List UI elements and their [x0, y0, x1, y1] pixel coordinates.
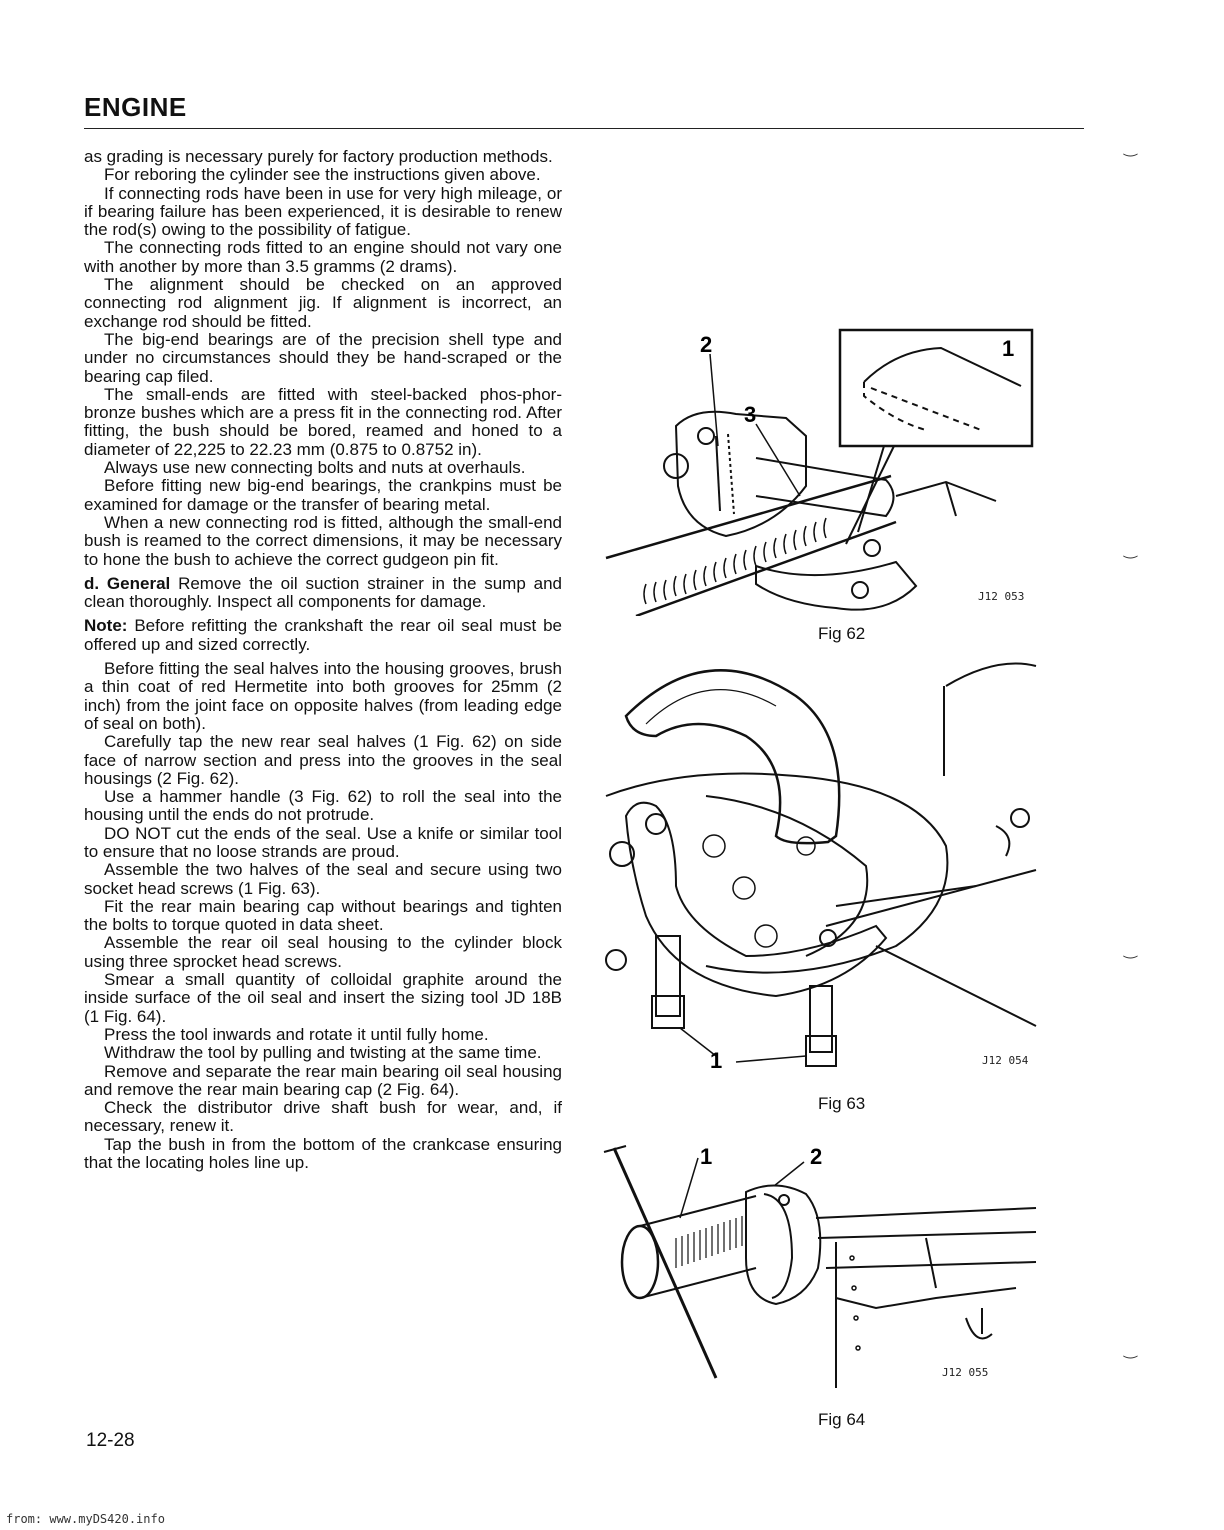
paragraph-body: Before refitting the crankshaft the rear oil seal must be offered up and sized correctly. [84, 616, 562, 654]
paragraph: Use a hammer handle (3 Fig. 62) to roll the seal into the housing until the ends do not protrude. [84, 787, 562, 825]
fig64-code: J12 055 [942, 1366, 989, 1379]
text-column [84, 148, 562, 1172]
paragraph: Check the distributor drive shaft bush for wear, and, if necessary, renew it. [84, 1098, 562, 1136]
paragraph: Remove and separate the rear main bearing oil seal housing and remove the rear main bearing cap (2 Fig. 64). [84, 1061, 562, 1099]
paragraph: Before fitting the seal halves into the housing grooves, brush a thin coat of red Hermetite into both grooves for 25mm (2 inch) from the joint face on opposite halves (from leading edge of seal on both). [84, 659, 562, 733]
fig62-code: J12 053 [978, 590, 1025, 603]
fig64-illustration [596, 1138, 1046, 1388]
paragraph: DO NOT cut the ends of the seal. Use a knife or similar tool to ensure that no loose strands are proud. [84, 823, 562, 861]
fig64-callout-2: 2 [810, 1144, 823, 1169]
page-header-title: ENGINE [84, 92, 187, 122]
paragraph-body: Remove the oil suction strainer in the sump and clean thoroughly. Inspect all components for damage. [84, 573, 562, 612]
paragraph: Press the tool inwards and rotate it until fully home. [104, 1024, 489, 1044]
paragraph: Assemble the rear oil seal housing to the cylinder block using three sprocket head screws. [84, 933, 562, 971]
paragraph: Fit the rear main bearing cap without bearings and tighten the bolts to torque quoted in data sheet. [84, 896, 562, 935]
fig62-callout-3: 3 [744, 402, 757, 427]
paragraph-lead: d. General [84, 573, 171, 593]
paragraph: Before fitting new big-end bearings, the crankpins must be examined for damage or the transfer of bearing metal. [84, 476, 562, 514]
paragraph: For reboring the cylinder see the instructions given above. [104, 165, 541, 185]
paragraph: as grading is necessary purely for factory production methods. [84, 147, 553, 166]
fig63-caption: Fig 63 [818, 1094, 866, 1113]
paragraph: Assemble the two halves of the seal and secure using two socket head screws (1 Fig. 63). [84, 860, 562, 898]
page-number: 12-28 [86, 1430, 135, 1451]
paragraph-note [84, 617, 562, 654]
fig62-callout-1: 1 [1002, 336, 1015, 361]
paragraph: The small-ends are fitted with steel-backed phos-phor-bronze bushes which are a press fit in the connecting rod. After fitting, the bush should be bored, reamed and honed to a diameter of 22,225 to 22.23 mm (0.875 to 0.8752 in). [84, 384, 562, 459]
paragraph: Tap the bush in from the bottom of the crankcase ensuring that the locating holes line up. [84, 1134, 562, 1173]
fig64-caption: Fig 64 [818, 1410, 866, 1429]
paragraph-general [84, 575, 562, 612]
fig64-callout-1: 1 [700, 1144, 713, 1169]
header-rule [84, 128, 1084, 129]
paragraph: If connecting rods have been in use for very high mileage, or if bearing failure has been experienced, it is desirable to renew the rod(s) owing to the possibility of fatigue. [84, 183, 562, 240]
paragraph: When a new connecting rod is fitted, although the small-end bush is reamed to the correct dimensions, it may be necessary to hone the bush to achieve the correct gudgeon pin fit. [84, 512, 562, 569]
paragraph: Carefully tap the new rear seal halves (1 Fig. 62) on side face of narrow section and press into the grooves in the seal housings (2 Fig. 62). [84, 732, 562, 788]
fig63-code: J12 054 [982, 1054, 1029, 1067]
paragraph: Withdraw the tool by pulling and twisting at the same time. [104, 1043, 542, 1063]
paragraph: The big-end bearings are of the precision shell type and under no circumstances should they be hand-scraped or the bearing cap filed. [84, 329, 562, 386]
paragraph: Smear a small quantity of colloidal graphite around the inside surface of the oil seal and insert the sizing tool JD 18B (1 Fig. 64). [84, 970, 562, 1026]
paragraph-lead: Note: [84, 616, 128, 636]
margin-mark: ‿ [1124, 942, 1137, 959]
footer-source: from: www.myDS420.info [6, 1512, 165, 1526]
paragraph: The connecting rods fitted to an engine should not vary one with another by more than 3.5 gramms (2 drams). [84, 238, 562, 276]
fig63-illustration [596, 656, 1046, 1076]
fig62-caption: Fig 62 [818, 624, 866, 643]
fig62-illustration [596, 326, 1046, 616]
fig62-callout-2: 2 [700, 332, 713, 357]
margin-mark: ‿ [1124, 140, 1137, 157]
margin-mark: ‿ [1124, 1342, 1137, 1359]
margin-mark: ‿ [1124, 542, 1137, 559]
fig63-callout-1: 1 [710, 1048, 723, 1073]
paragraph: The alignment should be checked on an approved connecting rod alignment jig. If alignment is incorrect, an exchange rod should be fitted. [84, 275, 562, 331]
paragraph: Always use new connecting bolts and nuts at overhauls. [104, 458, 526, 478]
